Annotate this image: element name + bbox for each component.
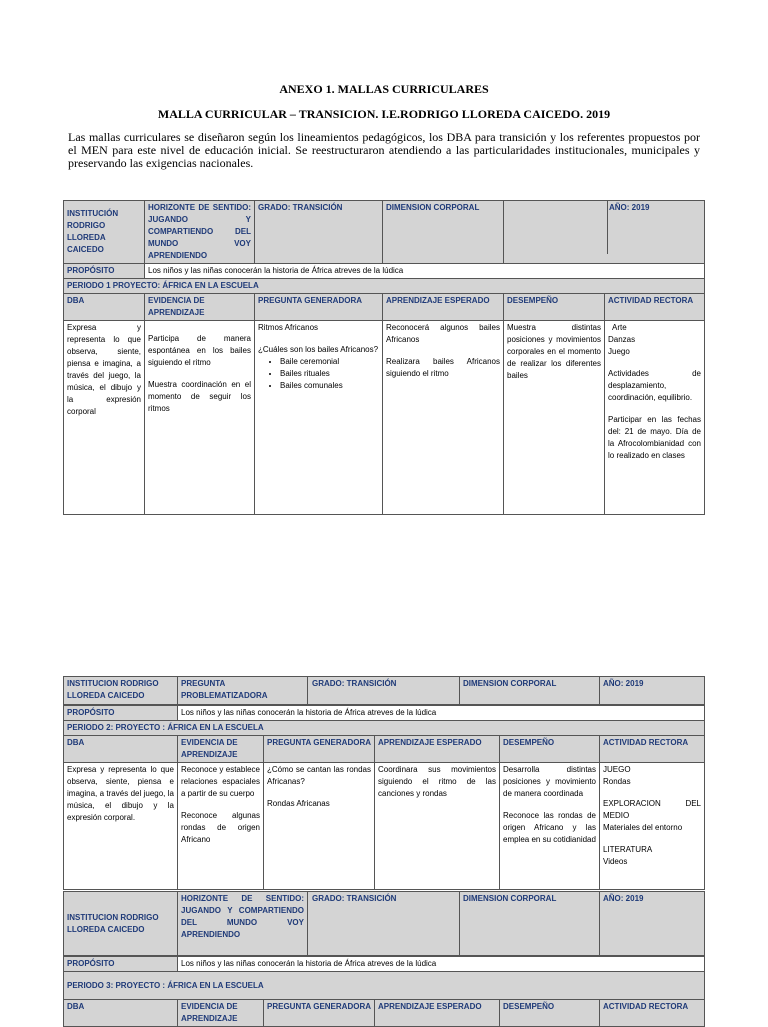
- header-pregunta: PREGUNTA GENERADORA: [264, 736, 375, 763]
- period-label: PERIODO 2: PROYECTO : ÁFRICA EN LA ESCUELA: [64, 721, 705, 736]
- header-evidencia: EVIDENCIA DE APRENDIZAJE: [145, 294, 255, 321]
- header-actividad: ACTIVIDAD RECTORA: [600, 736, 705, 763]
- curriculum-table-period-2-body: [63, 705, 705, 890]
- institution-cell: INSTITUCIÓN RODRIGO LLOREDA CAICEDO: [64, 201, 145, 264]
- header-actividad: ACTIVIDAD RECTORA: [605, 294, 705, 321]
- header-aprendizaje: APRENDIZAJE ESPERADO: [383, 294, 504, 321]
- dba-cell: Expresa y representa lo que observa, siente, piensa e imagina, a través del juego, la música, el dibujo y la expresión corporal: [64, 321, 145, 515]
- institution-cell: INSTITUCION RODRIGO LLOREDA CAICEDO: [64, 677, 178, 705]
- desempeno-cell: Desarrolla distintas posiciones y movimiento de manera coordinada Reconoce las rondas de origen Africano y las emplea en su cotidianidad: [500, 763, 600, 890]
- horizon-cell: HORIZONTE DE SENTIDO: JUGANDO Y COMPARTIENDO DEL MUNDO VOY APRENDIENDO: [145, 201, 255, 264]
- horizon-cell: HORIZONTE DE SENTIDO: JUGANDO Y COMPARTIENDO DEL MUNDO VOY APRENDIENDO: [178, 892, 308, 956]
- header-dba: DBA: [64, 736, 178, 763]
- year-divider: [607, 201, 608, 254]
- problem-question-cell: PREGUNTA PROBLEMATIZADORA: [178, 677, 308, 705]
- curriculum-table-period-3: [63, 891, 705, 956]
- grade-cell: GRADO: TRANSICIÓN: [308, 677, 460, 705]
- pregunta-cell: ¿Cómo se cantan las rondas Africanas? Rondas Africanas: [264, 763, 375, 890]
- aprendizaje-cell: Reconocerá algunos bailes Africanos Realizara bailes Africanos siguiendo el ritmo: [383, 321, 504, 515]
- dimension-cell: DIMENSION CORPORAL: [460, 892, 600, 956]
- evidencia-cell: Participa de manera espontánea en los bailes siguiendo el ritmo Muestra coordinación en el momento de seguir los ritmos: [145, 321, 255, 515]
- header-actividad: ACTIVIDAD RECTORA: [600, 1000, 705, 1027]
- desempeno-cell: Muestra distintas posiciones y movimientos corporales en el momento de realizar los diferentes bailes: [504, 321, 605, 515]
- document-subtitle: MALLA CURRICULAR – TRANSICION. I.E.RODRIGO LLOREDA CAICEDO. 2019: [157, 107, 611, 121]
- header-aprendizaje: APRENDIZAJE ESPERADO: [375, 1000, 500, 1027]
- year-label: AÑO: 2019: [609, 203, 650, 212]
- dimension-cell: DIMENSION CORPORAL: [460, 677, 600, 705]
- curriculum-table-period-3-body: [63, 956, 705, 1027]
- header-desempeno: DESEMPEÑO: [504, 294, 605, 321]
- header-pregunta: PREGUNTA GENERADORA: [264, 1000, 375, 1027]
- dba-cell: Expresa y representa lo que observa, siente, piensa e imagina, a través del juego, la música, el dibujo y la expresión corporal.: [64, 763, 178, 890]
- purpose-label: PROPÓSITO: [64, 264, 145, 279]
- curriculum-table-period-1: [63, 200, 705, 515]
- intro-paragraph: Las mallas curriculares se diseñaron según los lineamientos pedagógicos, los DBA para transición y los referentes propuestos por el MEN para este nivel de educación inicial. Se reestructuraron atendiendo a las particularidades institucionales, municipales y preservando las exigencias nacionales.: [68, 130, 700, 170]
- institution-cell: INSTITUCION RODRIGO LLOREDA CAICEDO: [64, 892, 178, 956]
- header-pregunta: PREGUNTA GENERADORA: [255, 294, 383, 321]
- header-evidencia: EVIDENCIA DE APRENDIZAJE: [178, 1000, 264, 1027]
- period-label: PERIODO 3: PROYECTO : ÁFRICA EN LA ESCUELA: [64, 972, 705, 1000]
- grade-cell: GRADO: TRANSICIÓN: [308, 892, 460, 956]
- header-aprendizaje: APRENDIZAJE ESPERADO: [375, 736, 500, 763]
- period-label: PERIODO 1 PROYECTO: ÁFRICA EN LA ESCUELA: [64, 279, 705, 294]
- aprendizaje-cell: Coordinara sus movimientos siguiendo el ritmo de las canciones y rondas: [375, 763, 500, 890]
- year-cell: [504, 201, 705, 264]
- purpose-text: Los niños y las niñas conocerán la historia de África atreves de la lúdica: [145, 264, 705, 279]
- grade-cell: GRADO: TRANSICIÓN: [255, 201, 383, 264]
- header-evidencia: EVIDENCIA DE APRENDIZAJE: [178, 736, 264, 763]
- purpose-label: PROPÓSITO: [64, 957, 178, 972]
- header-dba: DBA: [64, 294, 145, 321]
- purpose-text: Los niños y las niñas conocerán la historia de África atreves de la lúdica: [178, 957, 705, 972]
- curriculum-table-period-2: [63, 676, 705, 705]
- actividad-cell: Arte Danzas Juego Actividades de desplazamiento, coordinación, equilibrio. Participar en las fechas del: 21 de mayo. Día de la Afrocolombianidad con lo realizado en clases: [605, 321, 705, 515]
- purpose-text: Los niños y las niñas conocerán la historia de África atreves de la lúdica: [178, 706, 705, 721]
- document-title: ANEXO 1. MALLAS CURRICULARES: [279, 82, 489, 96]
- year-cell: AÑO: 2019: [600, 677, 705, 705]
- pregunta-cell: Ritmos Africanos ¿Cuáles son los bailes Africanos? • Baile ceremonial • Bailes rituales • Bailes comunales: [255, 321, 383, 515]
- evidencia-cell: Reconoce y establece relaciones espaciales a partir de su cuerpo Reconoce algunas rondas de origen Africano: [178, 763, 264, 890]
- year-cell: AÑO: 2019: [600, 892, 705, 956]
- header-dba: DBA: [64, 1000, 178, 1027]
- header-desempeno: DESEMPEÑO: [500, 1000, 600, 1027]
- header-desempeno: DESEMPEÑO: [500, 736, 600, 763]
- actividad-cell: JUEGO Rondas EXPLORACION DEL MEDIO Materiales del entorno LITERATURA Videos: [600, 763, 705, 890]
- purpose-label: PROPÓSITO: [64, 706, 178, 721]
- dimension-cell: DIMENSION CORPORAL: [383, 201, 504, 264]
